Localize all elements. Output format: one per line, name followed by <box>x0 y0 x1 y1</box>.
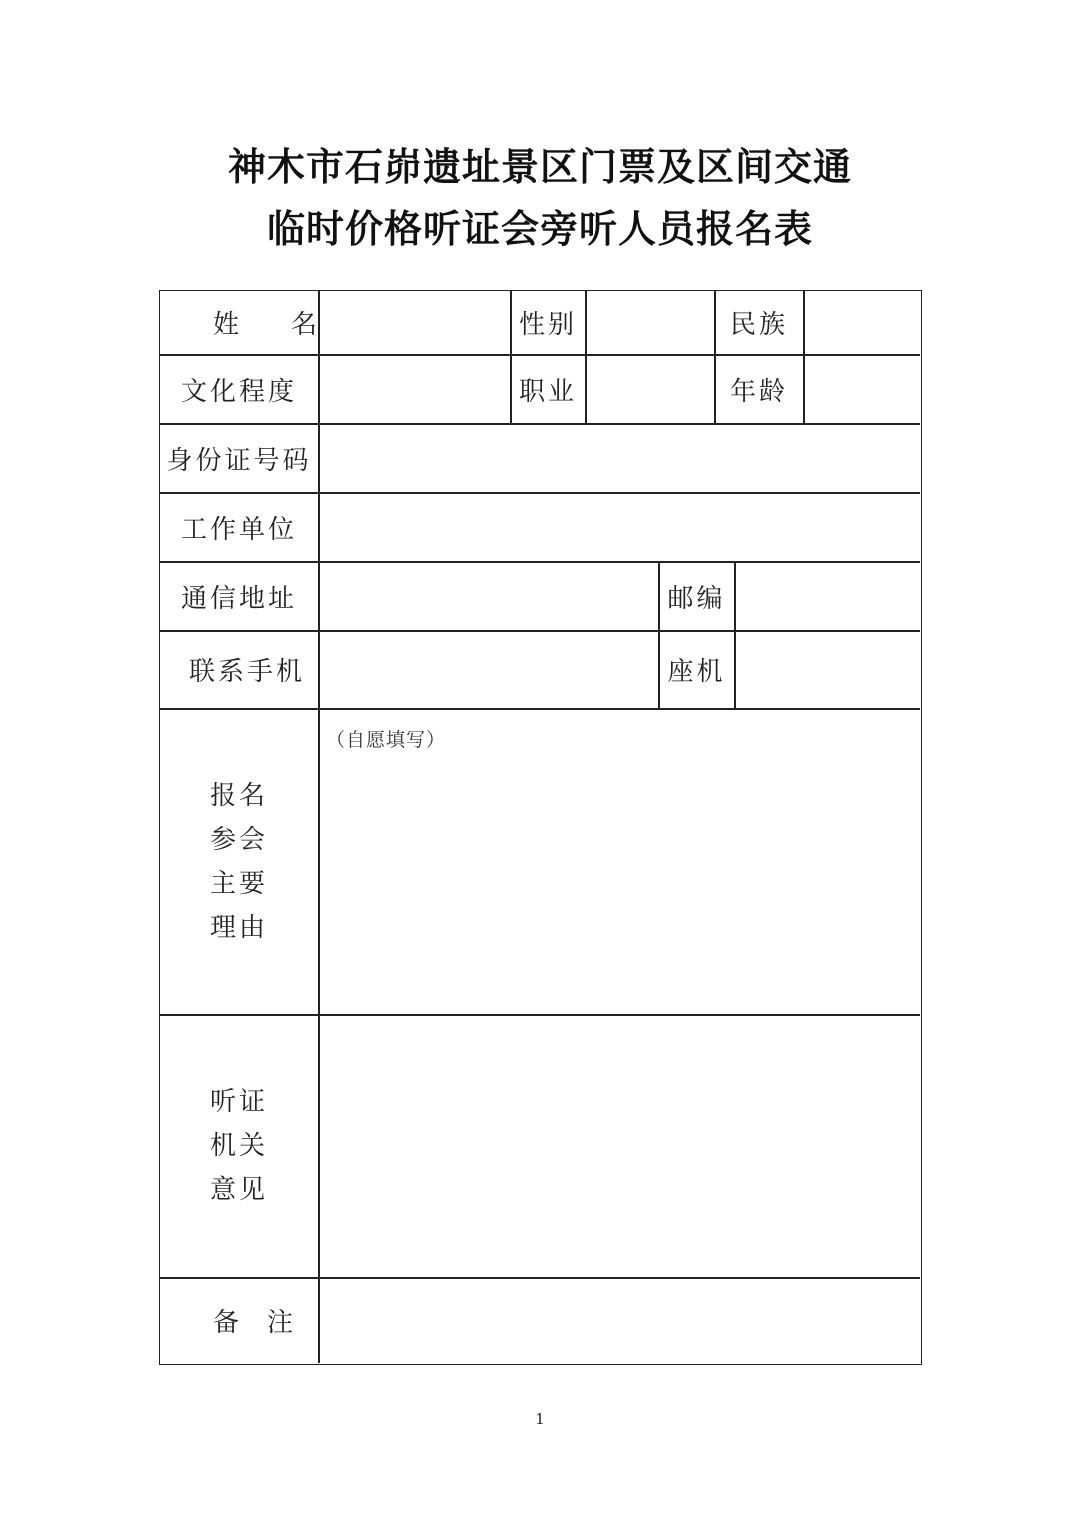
opinion-label <box>160 1015 318 1277</box>
remarks-label: 备注 <box>212 1308 321 1338</box>
mobile-field[interactable] <box>320 631 658 708</box>
postcode-field[interactable] <box>736 562 920 630</box>
opinion-label-line: 意见 <box>209 1175 268 1205</box>
employer-field[interactable] <box>320 493 920 561</box>
employer-label: 工作单位 <box>180 514 297 545</box>
form-title-line-1: 神木市石峁遗址景区门票及区间交通 <box>227 145 852 189</box>
form-title-line-2: 临时价格听证会旁听人员报名表 <box>266 207 813 251</box>
ethnicity-field[interactable] <box>805 291 920 354</box>
postcode-label: 邮编 <box>667 583 726 614</box>
reason-label-line: 理由 <box>209 912 268 943</box>
landline-label: 座机 <box>667 657 726 687</box>
opinion-label-line: 机关 <box>209 1131 268 1161</box>
age-field[interactable] <box>805 355 920 423</box>
page-number: 1 <box>535 1410 545 1428</box>
opinion-label-line: 听证 <box>209 1087 268 1117</box>
reason-field[interactable] <box>320 709 920 1014</box>
reason-label-line: 参会 <box>209 824 268 855</box>
ethnicity-label: 民族 <box>729 310 788 340</box>
education-field[interactable] <box>320 355 510 423</box>
reason-label-line: 报名 <box>209 780 268 811</box>
reason-label-line: 主要 <box>209 868 268 899</box>
landline-field[interactable] <box>736 631 920 708</box>
name-field[interactable] <box>320 291 510 354</box>
age-label: 年龄 <box>729 376 788 407</box>
name-label: 姓名 <box>212 310 369 340</box>
remarks-field[interactable] <box>320 1278 920 1363</box>
mobile-label: 联系手机 <box>188 657 305 687</box>
occupation-label: 职业 <box>518 376 577 407</box>
gender-field[interactable] <box>587 291 714 354</box>
gender-label: 性别 <box>518 310 577 340</box>
address-label: 通信地址 <box>180 583 297 614</box>
address-field[interactable] <box>320 562 658 630</box>
opinion-field[interactable] <box>320 1015 920 1277</box>
id-number-label: 身份证号码 <box>166 445 312 476</box>
registration-form-table <box>159 290 922 1365</box>
reason-label <box>160 709 318 1014</box>
education-label: 文化程度 <box>180 376 297 407</box>
occupation-field[interactable] <box>587 355 714 423</box>
reason-optional-note: （自愿填写） <box>326 729 447 751</box>
id-number-field[interactable] <box>320 424 920 492</box>
